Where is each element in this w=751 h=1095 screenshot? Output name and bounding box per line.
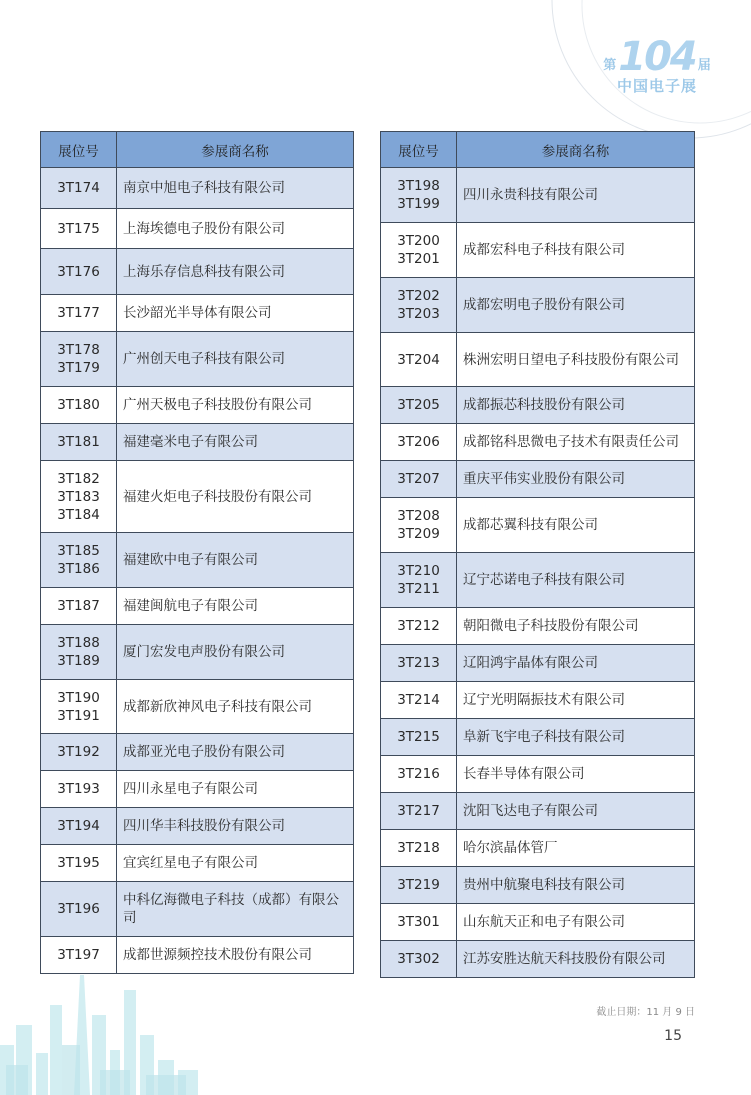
table-row	[41, 680, 354, 734]
table-row	[41, 295, 354, 332]
booth-number: 3T188 3T189	[41, 625, 117, 680]
exhibitor-column-header: 参展商名称	[117, 132, 354, 168]
booth-number: 3T214	[381, 682, 457, 719]
logo-edition-prefix: 第	[603, 58, 617, 73]
table-row	[381, 793, 695, 830]
exhibitor-name: 上海埃德电子股份有限公司	[117, 209, 354, 249]
booth-number: 3T194	[41, 808, 117, 845]
exhibitor-name: 宜宾红星电子有限公司	[117, 845, 354, 882]
booth-number: 3T198 3T199	[381, 168, 457, 223]
booth-number: 3T176	[41, 249, 117, 295]
exhibitor-name: 成都宏科电子科技有限公司	[457, 223, 695, 278]
table-row	[381, 498, 695, 553]
booth-number: 3T182 3T183 3T184	[41, 461, 117, 533]
table-row	[381, 756, 695, 793]
booth-column-header: 展位号	[381, 132, 457, 168]
exhibitor-name: 成都世源频控技术股份有限公司	[117, 937, 354, 974]
table-row	[41, 209, 354, 249]
exhibitor-name: 福建火炬电子科技股份有限公司	[117, 461, 354, 533]
booth-number: 3T301	[381, 904, 457, 941]
table-row	[381, 904, 695, 941]
booth-number: 3T219	[381, 867, 457, 904]
left-exhibitor-table	[40, 131, 354, 974]
exhibitor-name: 福建毫米电子有限公司	[117, 424, 354, 461]
booth-number: 3T302	[381, 941, 457, 978]
exhibitor-name: 成都铭科思微电子技术有限责任公司	[457, 424, 695, 461]
table-row	[381, 941, 695, 978]
booth-number: 3T200 3T201	[381, 223, 457, 278]
exhibitor-name: 朝阳微电子科技股份有限公司	[457, 608, 695, 645]
exhibitor-name: 哈尔滨晶体管厂	[457, 830, 695, 867]
exhibitor-name: 中科亿海微电子科技（成都）有限公司	[117, 882, 354, 937]
booth-number: 3T216	[381, 756, 457, 793]
exhibitor-name: 成都新欣神风电子科技有限公司	[117, 680, 354, 734]
exhibitor-name: 成都振芯科技股份有限公司	[457, 387, 695, 424]
exhibitor-name: 江苏安胜达航天科技股份有限公司	[457, 941, 695, 978]
table-row	[41, 424, 354, 461]
exhibitor-name: 成都亚光电子股份有限公司	[117, 734, 354, 771]
table-row	[381, 333, 695, 387]
table-row	[41, 332, 354, 387]
booth-number: 3T185 3T186	[41, 533, 117, 588]
exhibitor-name: 阜新飞宇电子科技有限公司	[457, 719, 695, 756]
table-row	[41, 588, 354, 625]
table-row	[381, 867, 695, 904]
exhibitor-name: 成都芯翼科技有限公司	[457, 498, 695, 553]
logo-expo-name: 中国电子展	[616, 77, 697, 95]
booth-number: 3T205	[381, 387, 457, 424]
table-row	[381, 719, 695, 756]
booth-number: 3T193	[41, 771, 117, 808]
exhibitor-name: 沈阳飞达电子有限公司	[457, 793, 695, 830]
booth-number: 3T197	[41, 937, 117, 974]
table-row	[41, 387, 354, 424]
table-row	[381, 461, 695, 498]
booth-number: 3T192	[41, 734, 117, 771]
exhibitor-name: 山东航天正和电子有限公司	[457, 904, 695, 941]
cutoff-date-note: 截止日期：11 月 9 日	[596, 1007, 695, 1018]
booth-number: 3T178 3T179	[41, 332, 117, 387]
table-row	[41, 771, 354, 808]
exhibitor-name: 辽宁芯诺电子科技有限公司	[457, 553, 695, 608]
right-exhibitor-table	[380, 131, 695, 978]
exhibitor-name: 南京中旭电子科技有限公司	[117, 168, 354, 209]
logo-edition-number: 104	[618, 34, 696, 80]
booth-number: 3T187	[41, 588, 117, 625]
expo-logo	[597, 34, 717, 96]
logo-edition-suffix: 届	[697, 58, 711, 73]
exhibitor-name: 辽宁光明隔振技术有限公司	[457, 682, 695, 719]
table-row	[41, 937, 354, 974]
exhibitor-name: 株洲宏明日望电子科技股份有限公司	[457, 333, 695, 387]
table-row	[41, 882, 354, 937]
table-row	[381, 424, 695, 461]
booth-number: 3T206	[381, 424, 457, 461]
exhibitor-name: 厦门宏发电声股份有限公司	[117, 625, 354, 680]
table-row	[41, 734, 354, 771]
booth-number: 3T190 3T191	[41, 680, 117, 734]
exhibitor-name: 上海乐存信息科技有限公司	[117, 249, 354, 295]
booth-number: 3T210 3T211	[381, 553, 457, 608]
exhibitor-name: 成都宏明电子股份有限公司	[457, 278, 695, 333]
table-row	[381, 278, 695, 333]
table-row	[381, 682, 695, 719]
exhibitor-name: 广州创天电子科技有限公司	[117, 332, 354, 387]
table-row	[381, 168, 695, 223]
table-row	[381, 387, 695, 424]
exhibitor-name: 长春半导体有限公司	[457, 756, 695, 793]
exhibitor-name: 福建欧中电子有限公司	[117, 533, 354, 588]
booth-number: 3T212	[381, 608, 457, 645]
table-row	[381, 608, 695, 645]
exhibitor-name: 四川华丰科技股份有限公司	[117, 808, 354, 845]
table-row	[41, 533, 354, 588]
table-row	[41, 461, 354, 533]
booth-number: 3T204	[381, 333, 457, 387]
booth-number: 3T177	[41, 295, 117, 332]
table-row	[41, 625, 354, 680]
exhibitor-name: 福建闽航电子有限公司	[117, 588, 354, 625]
booth-number: 3T202 3T203	[381, 278, 457, 333]
table-row	[381, 830, 695, 867]
booth-number: 3T213	[381, 645, 457, 682]
page-number: 15	[664, 1028, 682, 1044]
city-skyline-decoration	[0, 975, 210, 1095]
exhibitor-name: 四川永贵科技有限公司	[457, 168, 695, 223]
booth-number: 3T174	[41, 168, 117, 209]
table-row	[41, 808, 354, 845]
booth-number: 3T218	[381, 830, 457, 867]
table-row	[41, 168, 354, 209]
booth-number: 3T217	[381, 793, 457, 830]
exhibitor-name: 四川永星电子有限公司	[117, 771, 354, 808]
table-row	[381, 645, 695, 682]
exhibitor-name: 长沙韶光半导体有限公司	[117, 295, 354, 332]
table-row	[381, 553, 695, 608]
table-row	[41, 845, 354, 882]
booth-number: 3T207	[381, 461, 457, 498]
exhibitor-column-header: 参展商名称	[457, 132, 695, 168]
table-row	[381, 223, 695, 278]
booth-number: 3T180	[41, 387, 117, 424]
booth-number: 3T215	[381, 719, 457, 756]
exhibitor-name: 广州天极电子科技股份有限公司	[117, 387, 354, 424]
exhibitor-name: 贵州中航聚电科技有限公司	[457, 867, 695, 904]
booth-column-header: 展位号	[41, 132, 117, 168]
booth-number: 3T175	[41, 209, 117, 249]
table-row	[41, 249, 354, 295]
booth-number: 3T195	[41, 845, 117, 882]
booth-number: 3T208 3T209	[381, 498, 457, 553]
exhibitor-name: 辽阳鸿宇晶体有限公司	[457, 645, 695, 682]
exhibitor-name: 重庆平伟实业股份有限公司	[457, 461, 695, 498]
booth-number: 3T196	[41, 882, 117, 937]
booth-number: 3T181	[41, 424, 117, 461]
